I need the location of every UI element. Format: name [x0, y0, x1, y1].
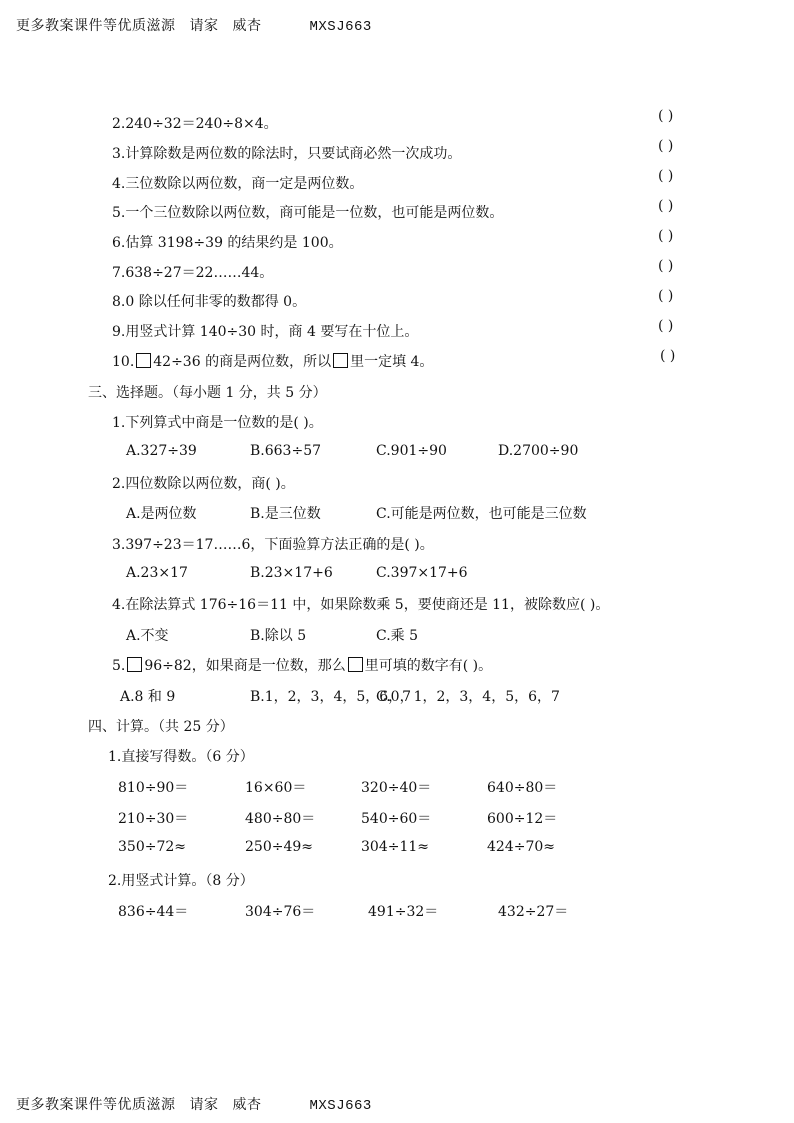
- calc-item: 16×60＝: [245, 780, 307, 796]
- calc-item: 424÷70≈: [487, 839, 555, 855]
- choice-q5-tail: 里可填的数字有( )。: [364, 658, 493, 674]
- answer-paren[interactable]: ( ): [660, 348, 676, 364]
- choice-q2: 2.四位数除以两位数，商( )。: [112, 476, 295, 492]
- header-text-a: 更多教案课件等优质滋源: [16, 18, 176, 34]
- choice-q1-option-d[interactable]: D.2700÷90: [498, 443, 579, 459]
- choice-q5: [112, 655, 492, 675]
- footer-text-b: 请家: [189, 1097, 219, 1113]
- judge-item-8: 8.0 除以任何非零的数都得 0。: [112, 294, 307, 310]
- choice-q5-option-c[interactable]: C.0，1，2，3，4，5，6，7: [376, 689, 560, 705]
- header-code: MXSJ663: [309, 19, 372, 35]
- choice-q4: 4.在除法算式 176÷16＝11 中，如果除数乘 5，要使商还是 11，被除数应( )。: [112, 597, 610, 613]
- answer-paren[interactable]: ( ): [658, 198, 674, 214]
- judge-item-10-number: 10.: [112, 354, 135, 370]
- header-text-c: 威杏: [232, 18, 262, 34]
- judge-item-9: 9.用竖式计算 140÷30 时，商 4 要写在十位上。: [112, 324, 419, 340]
- judge-item-6: 6.估算 3198÷39 的结果约是 100。: [112, 235, 343, 251]
- calc-item: 304÷76＝: [245, 904, 316, 920]
- choice-q3: 3.397÷23＝17……6，下面验算方法正确的是( )。: [112, 537, 434, 553]
- footer-code: MXSJ663: [309, 1098, 372, 1114]
- judge-item-2: 2.240÷32＝240÷8×4。: [112, 116, 278, 132]
- answer-box[interactable]: [127, 657, 142, 672]
- footer-text-a: 更多教案课件等优质滋源: [16, 1097, 176, 1113]
- answer-paren[interactable]: ( ): [658, 258, 674, 274]
- calc-subtitle-2: 2.用竖式计算。（8 分）: [108, 873, 254, 889]
- answer-paren[interactable]: ( ): [658, 168, 674, 184]
- choice-q5-number: 5.: [112, 658, 126, 674]
- answer-box[interactable]: [348, 657, 363, 672]
- judge-item-7: 7.638÷27＝22……44。: [112, 265, 274, 281]
- calc-item: 491÷32＝: [368, 904, 439, 920]
- choice-q3-option-b[interactable]: B.23×17+6: [250, 565, 333, 581]
- page-footer: [16, 1094, 386, 1114]
- calc-item: 810÷90＝: [118, 780, 189, 796]
- judge-item-4: 4.三位数除以两位数，商一定是两位数。: [112, 176, 364, 192]
- choice-q2-option-b[interactable]: B.是三位数: [250, 506, 321, 522]
- judge-item-3: 3.计算除数是两位数的除法时，只要试商必然一次成功。: [112, 146, 462, 162]
- choice-section-title: 三、选择题。（每小题 1 分，共 5 分）: [88, 385, 327, 401]
- calc-item: 210÷30＝: [118, 811, 189, 827]
- answer-box[interactable]: [333, 353, 348, 368]
- calc-item: 250÷49≈: [245, 839, 313, 855]
- calc-item: 640÷80＝: [487, 780, 558, 796]
- answer-paren[interactable]: ( ): [658, 138, 674, 154]
- header-text-b: 请家: [189, 18, 219, 34]
- choice-q1-option-c[interactable]: C.901÷90: [376, 443, 447, 459]
- calc-item: 304÷11≈: [361, 839, 429, 855]
- calc-item: 350÷72≈: [118, 839, 186, 855]
- choice-q1-option-a[interactable]: A.327÷39: [126, 443, 197, 459]
- choice-q1: 1.下列算式中商是一位数的是( )。: [112, 415, 323, 431]
- footer-text-c: 威杏: [232, 1097, 262, 1113]
- choice-q4-option-b[interactable]: B.除以 5: [250, 628, 307, 644]
- judge-item-10-text: 42÷36 的商是两位数，所以: [153, 354, 332, 370]
- calc-section-title: 四、计算。（共 25 分）: [88, 719, 234, 735]
- choice-q3-option-a[interactable]: A.23×17: [126, 565, 188, 581]
- choice-q4-option-c[interactable]: C.乘 5: [376, 628, 419, 644]
- answer-box[interactable]: [136, 353, 151, 368]
- choice-q5-text: 96÷82，如果商是一位数，那么: [144, 658, 346, 674]
- judge-item-10: [112, 351, 433, 371]
- choice-q3-option-c[interactable]: C.397×17+6: [376, 565, 468, 581]
- answer-paren[interactable]: ( ): [658, 288, 674, 304]
- choice-q2-option-a[interactable]: A.是两位数: [126, 506, 197, 522]
- choice-q2-option-c[interactable]: C.可能是两位数，也可能是三位数: [376, 506, 587, 522]
- calc-item: 836÷44＝: [118, 904, 189, 920]
- choice-q1-option-b[interactable]: B.663÷57: [250, 443, 322, 459]
- judge-item-10-tail: 里一定填 4。: [350, 354, 434, 370]
- calc-item: 600÷12＝: [487, 811, 558, 827]
- choice-q5-option-a[interactable]: A.8 和 9: [120, 689, 176, 705]
- answer-paren[interactable]: ( ): [658, 318, 674, 334]
- calc-item: 320÷40＝: [361, 780, 432, 796]
- choice-q4-option-a[interactable]: A.不变: [126, 628, 169, 644]
- answer-paren[interactable]: ( ): [658, 228, 674, 244]
- calc-item: 480÷80＝: [245, 811, 316, 827]
- answer-paren[interactable]: ( ): [658, 108, 674, 124]
- judge-item-5: 5.一个三位数除以两位数，商可能是一位数，也可能是两位数。: [112, 205, 504, 221]
- choice-q5-option-b[interactable]: B.1，2，3，4，5，6，7: [250, 689, 412, 705]
- calc-subtitle-1: 1.直接写得数。（6 分）: [108, 749, 254, 765]
- page-header: [16, 15, 386, 35]
- calc-item: 540÷60＝: [361, 811, 432, 827]
- calc-item: 432÷27＝: [498, 904, 569, 920]
